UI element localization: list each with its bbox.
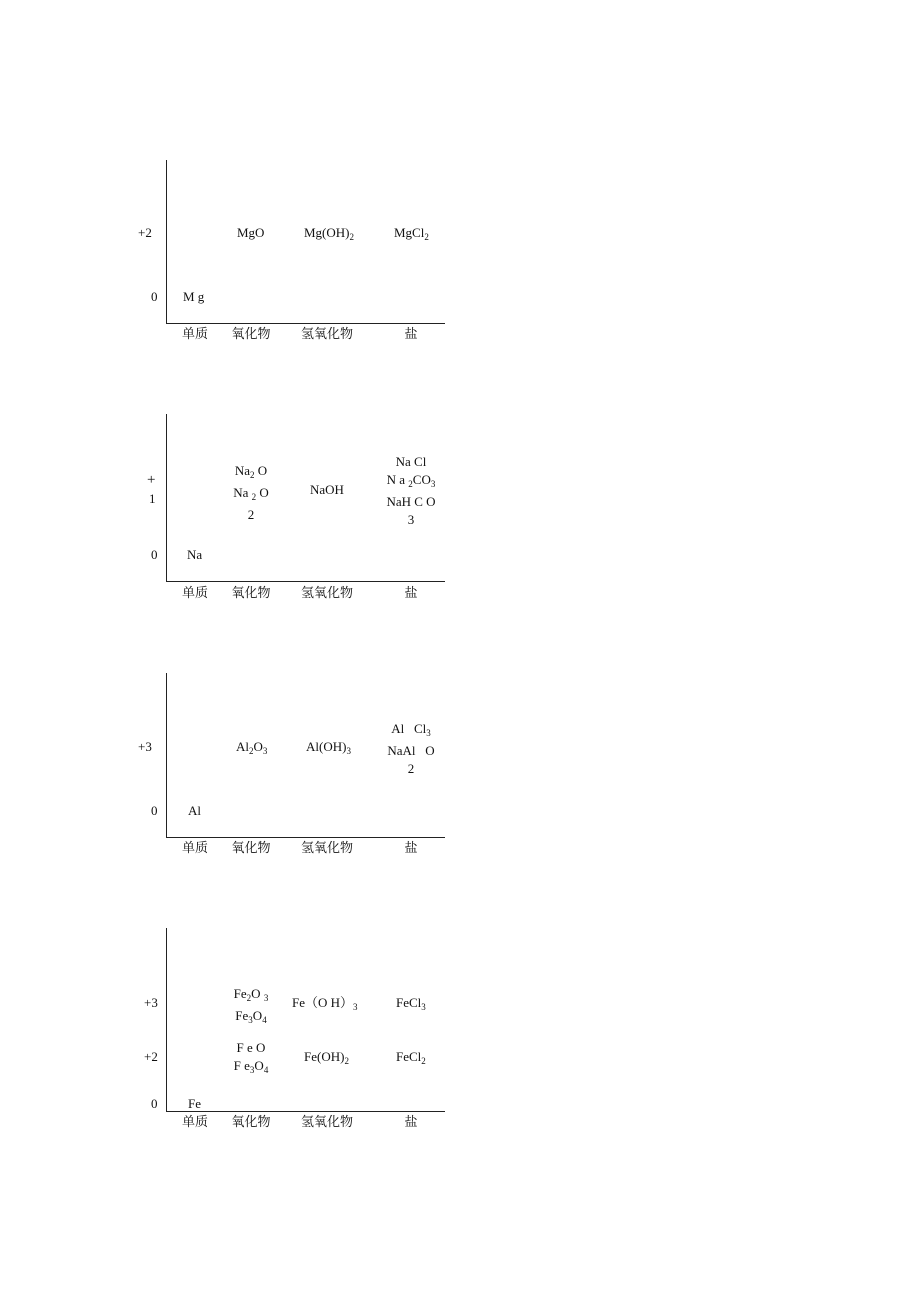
formula-naalo2: NaAl O — [387, 743, 435, 758]
elemental-al: Al — [188, 803, 201, 818]
y-label-plus3: +3 — [138, 739, 152, 754]
x-label-hydroxide: 氢氧化物 — [300, 840, 354, 855]
x-label-oxide: 氧化物 — [231, 585, 271, 600]
x-label-salt: 盐 — [404, 585, 418, 600]
elemental-fe: Fe — [188, 1096, 201, 1111]
formula-fe3o4: F $e_3O_4$ — [233, 1058, 269, 1075]
oxide-mgo: MgO — [237, 225, 265, 240]
x-axis — [166, 837, 445, 838]
y-label-zero: 0 — [151, 803, 158, 818]
formula-fe3o4: $Fe_3O_4$ — [235, 1008, 267, 1025]
formula-naalo2-subscript: 2 — [407, 761, 415, 776]
formula-feo: F e O — [236, 1040, 266, 1055]
hydroxide-feoh3: Fe（O $H)_3$ — [292, 995, 358, 1012]
formula-na2o: $Na_2$ O — [234, 463, 268, 480]
x-label-oxide: 氧化物 — [231, 326, 271, 341]
formula-na2o2-subscript: 2 — [247, 507, 255, 522]
x-label-hydroxide: 氢氧化物 — [300, 326, 354, 341]
x-label-oxide: 氧化物 — [231, 1114, 271, 1129]
formula-nahco3: NaH C O — [386, 494, 436, 509]
x-label-oxide: 氧化物 — [231, 840, 271, 855]
salts-alcl3-naalo2 — [387, 720, 434, 778]
y-axis — [166, 673, 167, 838]
hydroxide-feoh2: $Fe(OH)_2$ — [304, 1049, 349, 1066]
x-label-salt: 盐 — [404, 840, 418, 855]
hydroxide-naoh: NaOH — [310, 482, 344, 497]
y-axis — [166, 414, 167, 582]
y-label-one: 1 — [149, 491, 156, 506]
formula-na2o2: Na $_2$ O — [233, 485, 269, 502]
formula-nacl: Na Cl — [395, 454, 427, 469]
x-label-element: 单质 — [181, 326, 209, 341]
elemental-mg: M g — [183, 289, 205, 304]
y-axis — [166, 928, 167, 1112]
formula-fe2o3: $Fe_2O$ $_3$ — [233, 986, 269, 1003]
salt-fecl3: FeCl$_3$ — [396, 995, 426, 1012]
y-axis — [166, 160, 167, 324]
salts-nacl-na2co3-nahco3 — [386, 453, 435, 529]
formula-na2co3: N a $_2CO_3$ — [386, 472, 436, 489]
salt-fecl2: FeCl$_2$ — [396, 1049, 426, 1066]
oxides-feo-fe3o4 — [234, 1039, 269, 1079]
x-axis — [166, 323, 445, 324]
y-label-plus2: +2 — [138, 225, 152, 240]
hydroxide-aloh3: $Al(OH)_3$ — [306, 739, 351, 756]
oxide-al2o3: $Al_2O_3$ — [236, 739, 268, 756]
elemental-na: Na — [187, 547, 203, 562]
formula-alcl3: Al $Cl_3$ — [391, 721, 431, 738]
x-label-hydroxide: 氢氧化物 — [300, 1114, 354, 1129]
hydroxide-mgoh2: $Mg(OH)_2$ — [304, 225, 354, 242]
x-label-element: 单质 — [181, 840, 209, 855]
y-label-zero: 0 — [151, 547, 158, 562]
salt-mgcl2: MgCl$_2$ — [394, 225, 429, 242]
y-label-plus3: +3 — [144, 995, 158, 1010]
y-label-zero: 0 — [151, 289, 158, 304]
x-label-salt: 盐 — [404, 326, 418, 341]
x-axis — [166, 1111, 445, 1112]
y-label-plus2: +2 — [144, 1049, 158, 1064]
y-label-plus: + — [147, 472, 156, 488]
x-label-element: 单质 — [181, 585, 209, 600]
x-label-hydroxide: 氢氧化物 — [300, 585, 354, 600]
x-axis — [166, 581, 445, 582]
x-label-salt: 盐 — [404, 1114, 418, 1129]
x-label-element: 单质 — [181, 1114, 209, 1129]
oxides-fe2o3-fe3o4 — [234, 985, 269, 1029]
y-label-zero: 0 — [151, 1096, 158, 1111]
formula-nahco3-subscript: 3 — [407, 512, 415, 527]
oxides-na2o-na2o2 — [233, 462, 269, 524]
